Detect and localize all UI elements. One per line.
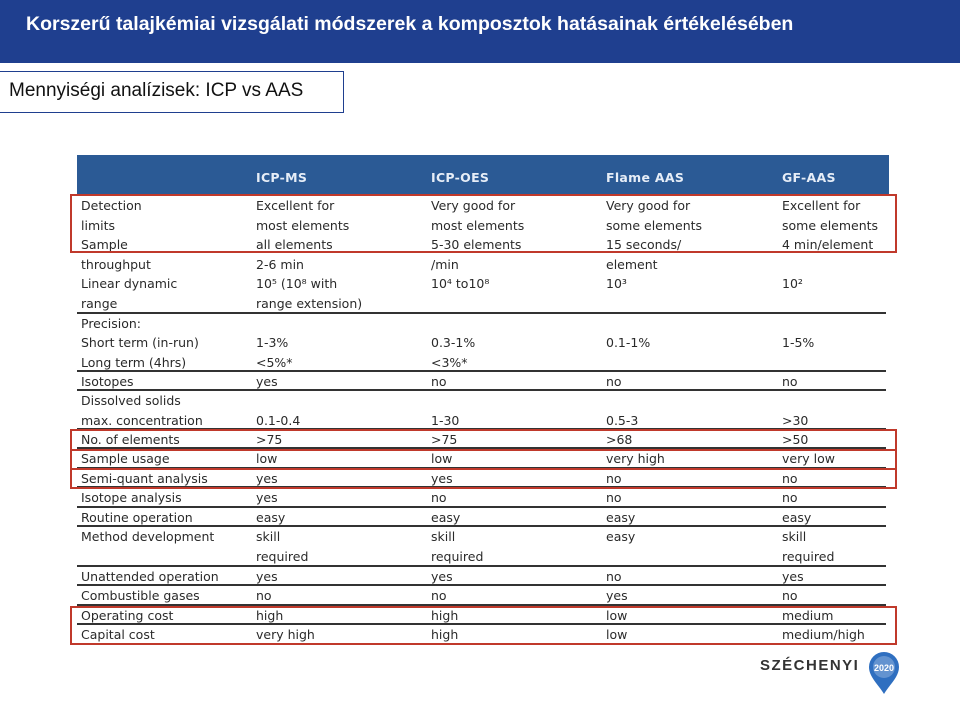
- slide-title: Korszerű talajkémiai vizsgálati módszerek a komposztok hatásainak értékelésében: [26, 13, 794, 35]
- cell-line: yes: [256, 490, 278, 505]
- highlight-box: [70, 606, 897, 645]
- cell-line: high: [256, 608, 284, 623]
- cell-line: high: [431, 608, 459, 623]
- column-header-gf-aas: GF-AAS: [782, 170, 836, 185]
- cell-line: 4 min/element: [782, 237, 874, 252]
- row-label-line: Semi-quant analysis: [81, 471, 208, 486]
- cell-line: no: [606, 490, 622, 505]
- cell-method-development-icp-oes: [431, 527, 483, 566]
- column-header-icp-oes: ICP-OES: [431, 170, 490, 185]
- cell-line: 0.3-1%: [431, 335, 476, 350]
- cell-line: easy: [606, 510, 636, 525]
- row-label-line: throughput: [81, 256, 151, 272]
- cell-line: no: [256, 588, 272, 603]
- row-divider: [77, 506, 886, 508]
- cell-line: no: [431, 588, 447, 603]
- cell-line: medium/high: [782, 627, 865, 642]
- cell-linear-dynamic-range-flame-aas: [606, 274, 627, 313]
- cell-precision-terms-icp-ms: [256, 333, 293, 372]
- cell-line: easy: [256, 510, 286, 525]
- cell-dissolved-solids-gf-aas: [782, 391, 808, 430]
- cell-line: /min: [431, 256, 459, 272]
- cell-precision-terms-icp-oes: [431, 333, 475, 372]
- row-divider: [77, 389, 886, 391]
- cell-isotope-analysis-flame-aas: [606, 488, 622, 508]
- cell-line: medium: [782, 608, 834, 623]
- cell-line: skill: [782, 529, 807, 544]
- cell-line: very high: [606, 451, 665, 466]
- cell-line: no: [782, 374, 798, 389]
- highlight-box: [70, 449, 897, 489]
- cell-line: 10³: [606, 276, 627, 291]
- row-divider: [77, 525, 886, 527]
- row-label-line: Operating cost: [81, 608, 174, 623]
- cell-line: required: [431, 548, 484, 564]
- cell-line: low: [606, 608, 628, 623]
- cell-line: all elements: [256, 237, 333, 252]
- cell-line: >75: [431, 432, 458, 447]
- row-divider: [77, 584, 886, 586]
- cell-line: Very good for: [606, 198, 691, 213]
- cell-combustible-gases-gf-aas: [782, 586, 798, 606]
- cell-line: yes: [431, 569, 453, 584]
- cell-line: range extension): [256, 295, 363, 311]
- cell-line: 10⁵ (10⁸ with: [256, 276, 338, 291]
- row-label-line: Linear dynamic: [81, 276, 178, 291]
- row-divider: [77, 312, 886, 314]
- cell-line: 0.1-0.4: [256, 412, 301, 428]
- row-label-line: Detection: [81, 198, 142, 213]
- cell-line: low: [431, 451, 453, 466]
- cell-dissolved-solids-icp-oes: [431, 391, 459, 430]
- row-label-line: Sample: [81, 237, 128, 252]
- cell-line: 10²: [782, 276, 803, 291]
- row-label-line: Isotopes: [81, 374, 134, 389]
- cell-line: easy: [606, 529, 636, 544]
- cell-line: required: [782, 548, 835, 564]
- cell-line: 0.1-1%: [606, 335, 651, 350]
- subtitle-box: [0, 71, 344, 113]
- cell-line: no: [782, 471, 798, 486]
- cell-isotope-analysis-icp-ms: [256, 488, 278, 508]
- row-label-line: Short term (in-run): [81, 335, 199, 350]
- cell-line: yes: [256, 471, 278, 486]
- cell-line: no: [431, 374, 447, 389]
- cell-line: >50: [782, 432, 809, 447]
- row-label-precision-heading: [81, 314, 141, 334]
- cell-line: some elements: [606, 217, 703, 233]
- cell-line: required: [256, 548, 309, 564]
- cell-line: >30: [782, 412, 809, 428]
- cell-line: no: [606, 471, 622, 486]
- row-label-line: Isotope analysis: [81, 490, 182, 505]
- row-label-combustible-gases: [81, 586, 200, 606]
- cell-line: [606, 547, 635, 567]
- cell-line: yes: [782, 569, 804, 584]
- cell-line: no: [431, 490, 447, 505]
- row-label-line: Unattended operation: [81, 569, 219, 584]
- cell-line: yes: [431, 471, 453, 486]
- cell-line: no: [782, 490, 798, 505]
- cell-combustible-gases-icp-oes: [431, 586, 447, 606]
- cell-line: 1-3%: [256, 335, 289, 350]
- cell-line: low: [606, 627, 628, 642]
- cell-line: 1-5%: [782, 335, 815, 350]
- cell-line: [606, 294, 627, 314]
- cell-line: [782, 391, 808, 411]
- cell-line: 2-6 min: [256, 256, 304, 272]
- cell-line: 10⁴ to10⁸: [431, 276, 490, 291]
- cell-line: no: [782, 588, 798, 603]
- cell-precision-terms-flame-aas: [606, 333, 650, 372]
- cell-line: Excellent for: [256, 198, 335, 213]
- cell-line: skill: [431, 529, 456, 544]
- cell-dissolved-solids-icp-ms: [256, 391, 300, 430]
- cell-line: >75: [256, 432, 283, 447]
- szechenyi-2020-logo: [760, 651, 900, 701]
- cell-line: most elements: [431, 217, 525, 233]
- logo-pin-icon: [868, 651, 900, 695]
- column-header-flame-aas: Flame AAS: [606, 170, 685, 185]
- cell-line: >68: [606, 432, 633, 447]
- row-label-line: Sample usage: [81, 451, 170, 466]
- row-label-method-development: [81, 527, 214, 547]
- cell-line: element: [606, 256, 658, 272]
- title-bar: [0, 0, 960, 63]
- cell-isotope-analysis-gf-aas: [782, 488, 798, 508]
- row-label-precision-terms: [81, 333, 199, 372]
- cell-line: most elements: [256, 217, 350, 233]
- highlight-box: [70, 194, 897, 253]
- row-label-line: Long term (4hrs): [81, 354, 187, 370]
- row-label-line: limits: [81, 217, 116, 233]
- cell-line: easy: [431, 510, 461, 525]
- row-label-line: Method development: [81, 529, 215, 544]
- cell-line: skill: [256, 529, 281, 544]
- row-label-line: Capital cost: [81, 627, 155, 642]
- cell-combustible-gases-icp-ms: [256, 586, 272, 606]
- cell-line: yes: [256, 374, 278, 389]
- row-label-line: Combustible gases: [81, 588, 200, 603]
- cell-line: Excellent for: [782, 198, 861, 213]
- row-label-line: max. concentration: [81, 412, 203, 428]
- cell-line: [431, 391, 459, 411]
- comparison-table: [77, 155, 889, 647]
- cell-linear-dynamic-range-icp-oes: [431, 274, 489, 313]
- row-label-dissolved-solids: [81, 391, 203, 430]
- table-header: [77, 155, 889, 194]
- row-label-linear-dynamic-range: [81, 274, 177, 313]
- cell-line: low: [256, 451, 278, 466]
- cell-precision-terms-gf-aas: [782, 333, 814, 372]
- cell-line: very high: [256, 627, 315, 642]
- cell-line: very low: [782, 451, 835, 466]
- cell-line: 1-30: [431, 412, 460, 428]
- cell-line: <5%*: [256, 354, 293, 370]
- cell-line: [256, 391, 300, 411]
- row-label-isotope-analysis: [81, 488, 182, 508]
- cell-line: [782, 294, 803, 314]
- row-divider: [77, 565, 886, 567]
- cell-line: [782, 255, 873, 275]
- cell-line: yes: [256, 569, 278, 584]
- cell-line: no: [606, 374, 622, 389]
- cell-method-development-flame-aas: [606, 527, 635, 566]
- row-label-line: Dissolved solids: [81, 393, 181, 408]
- cell-combustible-gases-flame-aas: [606, 586, 628, 606]
- cell-line: Very good for: [431, 198, 516, 213]
- cell-linear-dynamic-range-icp-ms: [256, 274, 362, 313]
- cell-line: easy: [782, 510, 812, 525]
- cell-line: yes: [606, 588, 628, 603]
- cell-isotope-analysis-icp-oes: [431, 488, 447, 508]
- cell-line: 0.5-3: [606, 412, 639, 428]
- cell-line: 5-30 elements: [431, 237, 522, 252]
- cell-line: some elements: [782, 217, 879, 233]
- cell-method-development-icp-ms: [256, 527, 308, 566]
- row-label-line: range: [81, 295, 118, 311]
- column-header-icp-ms: ICP-MS: [256, 170, 308, 185]
- row-label-line: Routine operation: [81, 510, 193, 525]
- row-divider: [77, 370, 886, 372]
- row-label-line: Precision:: [81, 316, 141, 331]
- cell-line: 15 seconds/: [606, 237, 682, 252]
- slide-subtitle: Mennyiségi analízisek: ICP vs AAS: [9, 80, 304, 101]
- cell-line: <3%*: [431, 354, 468, 370]
- logo-year: 2020: [873, 663, 895, 673]
- cell-linear-dynamic-range-gf-aas: [782, 274, 803, 313]
- cell-line: no: [606, 569, 622, 584]
- cell-line: [431, 294, 489, 314]
- logo-text: SZÉCHENYI: [760, 657, 860, 674]
- cell-dissolved-solids-flame-aas: [606, 391, 638, 430]
- cell-method-development-gf-aas: [782, 527, 834, 566]
- cell-line: [606, 391, 638, 411]
- row-label-line: No. of elements: [81, 432, 180, 447]
- cell-line: high: [431, 627, 459, 642]
